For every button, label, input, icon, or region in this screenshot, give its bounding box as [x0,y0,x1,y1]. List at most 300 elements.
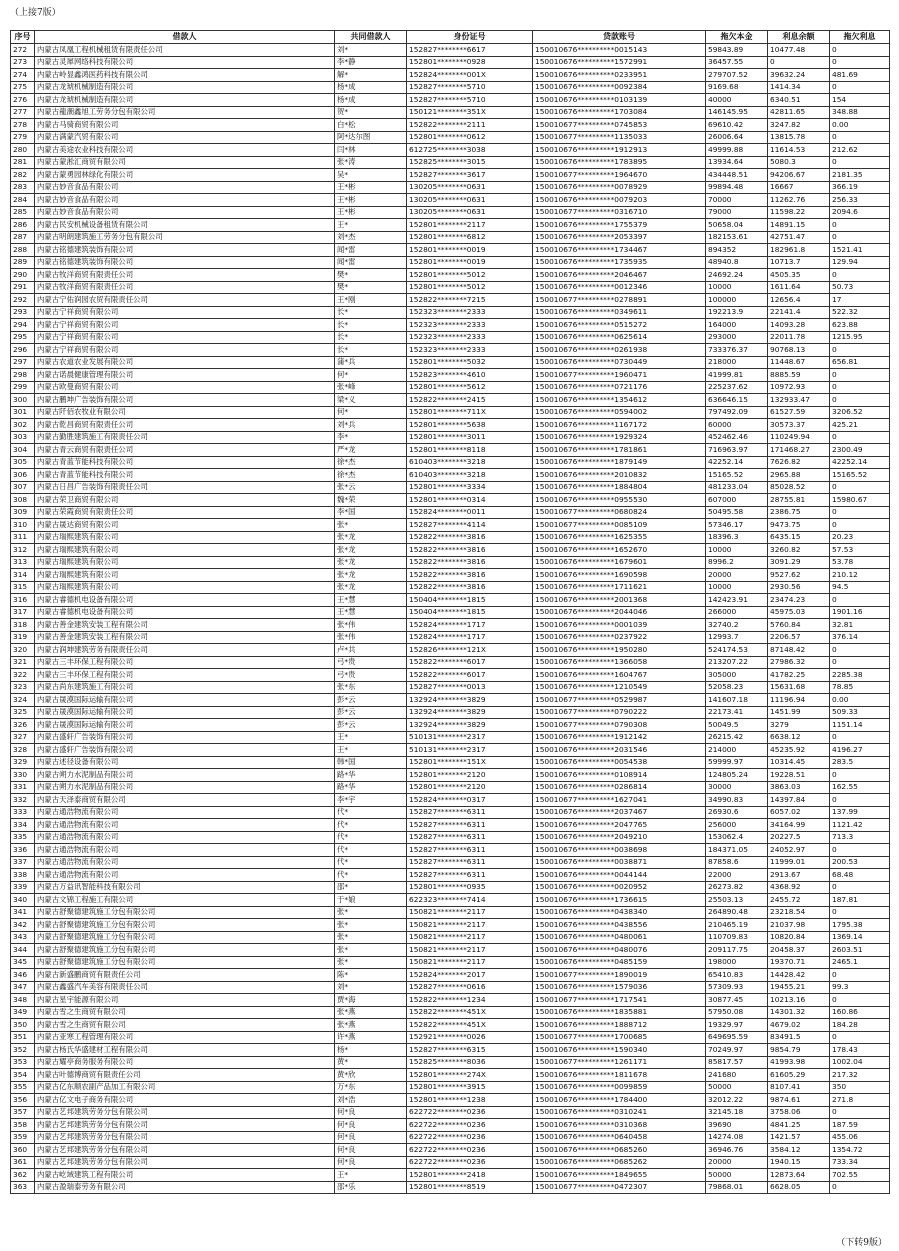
row-borrower: 内蒙古美途农业科技有限公司 [35,144,335,157]
row-borrower: 内蒙古晟漠国际运输有限公司 [35,719,335,732]
row-id-number: 152827********4114 [407,519,533,532]
row-id-number: 152801********5612 [407,381,533,394]
row-borrower: 内蒙古睿德机电设备有限公司 [35,606,335,619]
table-row [11,419,890,432]
row-overdue-interest: 1354.72 [830,1144,890,1157]
row-id-number: 152801********6812 [407,231,533,244]
row-interest-balance: 3247.82 [768,119,830,132]
row-principal: 99894.48 [706,181,768,194]
row-loan-account: 150010676**********0438340 [533,906,706,919]
row-index: 290 [11,269,35,282]
row-co-borrower: 卢*共 [335,644,407,657]
row-overdue-interest: 0 [830,794,890,807]
row-loan-account: 150010676**********0685262 [533,1156,706,1169]
row-index: 278 [11,119,35,132]
row-index: 285 [11,206,35,219]
row-loan-account: 150010676**********0349611 [533,306,706,319]
table-row [11,831,890,844]
row-principal: 24692.24 [706,269,768,282]
row-co-borrower: 李* [335,431,407,444]
row-index: 313 [11,556,35,569]
row-index: 287 [11,231,35,244]
row-interest-balance: 16667 [768,181,830,194]
table-row [11,581,890,594]
row-interest-balance: 19455.21 [768,981,830,994]
row-co-borrower: 彭*云 [335,719,407,732]
table-row [11,719,890,732]
row-interest-balance: 15631.68 [768,681,830,694]
row-loan-account: 150010676**********1912913 [533,144,706,157]
row-index: 340 [11,894,35,907]
row-overdue-interest: 42252.14 [830,456,890,469]
table-row [11,431,890,444]
row-loan-account: 150010676**********0310368 [533,1119,706,1132]
row-overdue-interest: 137.99 [830,806,890,819]
row-borrower: 内蒙古雪之生商贸有限公司 [35,1006,335,1019]
row-index: 349 [11,1006,35,1019]
row-overdue-interest: 15980.67 [830,494,890,507]
row-index: 339 [11,881,35,894]
row-interest-balance: 110249.94 [768,431,830,444]
row-borrower: 内蒙古舒聚德建筑施工分包有限公司 [35,931,335,944]
table-row [11,856,890,869]
row-index: 302 [11,419,35,432]
row-borrower: 内蒙古灵犀网络科技有限公司 [35,56,335,69]
row-principal: 266000 [706,606,768,619]
row-borrower: 内蒙古叶德博商贸有限责任公司 [35,1069,335,1082]
row-index: 325 [11,706,35,719]
row-borrower: 内蒙古星宇能源有限公司 [35,994,335,1007]
row-co-borrower: 许*燕 [335,1031,407,1044]
row-borrower: 内蒙古鹏坤广告装饰有限公司 [35,394,335,407]
row-principal: 10000 [706,544,768,557]
row-principal: 100000 [706,294,768,307]
row-overdue-interest: 0 [830,344,890,357]
row-principal: 184371.05 [706,844,768,857]
row-principal: 87858.6 [706,856,768,869]
row-co-borrower: 长* [335,331,407,344]
row-loan-account: 150010676**********0955530 [533,494,706,507]
row-principal: 210465.19 [706,919,768,932]
table-row [11,594,890,607]
row-co-borrower: 杨* [335,1044,407,1057]
row-overdue-interest: 0.00 [830,119,890,132]
row-id-number: 150821********2117 [407,919,533,932]
row-id-number: 130205********0631 [407,206,533,219]
table-row [11,481,890,494]
row-loan-account: 150010676**********0001039 [533,619,706,632]
row-borrower: 内蒙古朔力水泥制品有限公司 [35,769,335,782]
row-overdue-interest: 350 [830,1081,890,1094]
row-overdue-interest: 2465.1 [830,956,890,969]
row-id-number: 132924********3829 [407,706,533,719]
table-row [11,269,890,282]
row-co-borrower: 解* [335,69,407,82]
row-principal: 18396.3 [706,531,768,544]
row-co-borrower: 王*彬 [335,194,407,207]
row-overdue-interest: 3206.52 [830,406,890,419]
row-index: 355 [11,1081,35,1094]
row-overdue-interest: 1002.04 [830,1056,890,1069]
row-index: 307 [11,481,35,494]
row-co-borrower: 张*龙 [335,569,407,582]
row-interest-balance: 39632.24 [768,69,830,82]
row-borrower: 内蒙古荣卫商贸有限公司 [35,494,335,507]
row-interest-balance: 94206.67 [768,169,830,182]
row-borrower: 内蒙古通浩物流有限公司 [35,844,335,857]
row-interest-balance: 11614.53 [768,144,830,157]
row-principal: 70000 [706,194,768,207]
row-index: 275 [11,81,35,94]
table-row [11,219,890,232]
row-id-number: 152801********3915 [407,1081,533,1094]
row-loan-account: 150010676**********0485159 [533,956,706,969]
row-co-borrower: 吴* [335,169,407,182]
row-loan-account: 150010676**********0079203 [533,194,706,207]
row-loan-account: 150010676**********1590340 [533,1044,706,1057]
row-id-number: 152827********6311 [407,869,533,882]
row-co-borrower: 代* [335,869,407,882]
table-row [11,1069,890,1082]
row-principal: 26930.6 [706,806,768,819]
row-principal: 40000 [706,94,768,107]
row-interest-balance: 19228.51 [768,769,830,782]
table-row [11,356,890,369]
row-borrower: 内蒙古瑞熙建筑有限公司 [35,556,335,569]
row-borrower: 内蒙古蒙淞汇商贸有限公司 [35,156,335,169]
row-borrower: 内蒙古亿文电子商务有限公司 [35,1094,335,1107]
row-overdue-interest: 376.14 [830,631,890,644]
row-interest-balance: 6340.51 [768,94,830,107]
table-row [11,569,890,582]
row-id-number: 150404********1815 [407,594,533,607]
row-overdue-interest: 0 [830,481,890,494]
row-borrower: 内蒙古农道农业发展有限公司 [35,356,335,369]
column-header-overdue-interest: 拖欠利息 [830,31,890,44]
row-borrower: 内蒙古瑞熙建筑有限公司 [35,569,335,582]
row-borrower: 内蒙古艺邦建筑劳务分包有限公司 [35,1119,335,1132]
row-principal: 52058.23 [706,681,768,694]
row-interest-balance: 1451.99 [768,706,830,719]
table-row [11,181,890,194]
row-overdue-interest: 178.43 [830,1044,890,1057]
row-interest-balance: 10477.48 [768,44,830,57]
table-row [11,194,890,207]
row-interest-balance: 61605.29 [768,1069,830,1082]
row-loan-account: 150010676**********0261938 [533,344,706,357]
table-row [11,931,890,944]
row-principal: 50495.58 [706,506,768,519]
row-index: 286 [11,219,35,232]
row-co-borrower: 张* [335,906,407,919]
row-id-number: 152822********6017 [407,656,533,669]
table-header-row [11,31,890,44]
row-id-number: 152801********2117 [407,219,533,232]
row-overdue-interest: 0 [830,844,890,857]
row-overdue-interest: 20.23 [830,531,890,544]
row-co-borrower: 贺* [335,106,407,119]
row-interest-balance: 87148.42 [768,644,830,657]
row-loan-account: 150010676**********0054538 [533,756,706,769]
row-loan-account: 150010676**********0625614 [533,331,706,344]
row-loan-account: 150010676**********1572991 [533,56,706,69]
row-principal: 279707.52 [706,69,768,82]
row-interest-balance: 90768.13 [768,344,830,357]
row-loan-account: 150010677**********0680824 [533,506,706,519]
row-principal: 30877.45 [706,994,768,1007]
row-loan-account: 150010677**********0472307 [533,1181,706,1194]
row-overdue-interest: 522.32 [830,306,890,319]
row-loan-account: 150010676**********2049210 [533,831,706,844]
row-interest-balance: 13815.78 [768,131,830,144]
row-principal: 141607.18 [706,694,768,707]
row-co-borrower: 王* [335,1169,407,1182]
row-co-borrower: 何*良 [335,1144,407,1157]
row-index: 308 [11,494,35,507]
row-index: 322 [11,669,35,682]
row-loan-account: 150010677**********0790222 [533,706,706,719]
row-principal: 42252.14 [706,456,768,469]
row-overdue-interest: 217.32 [830,1069,890,1082]
row-co-borrower: 张*龙 [335,556,407,569]
row-co-borrower: 长* [335,344,407,357]
row-borrower: 内蒙古瑞熙建筑有限公司 [35,544,335,557]
row-principal: 293000 [706,331,768,344]
table-row [11,756,890,769]
row-id-number: 152827********6311 [407,844,533,857]
row-id-number: 622722********0236 [407,1106,533,1119]
row-index: 301 [11,406,35,419]
row-borrower: 内蒙古荣霞商贸有限责任公司 [35,506,335,519]
row-principal: 15165.52 [706,469,768,482]
row-overdue-interest: 57.53 [830,544,890,557]
row-principal: 209117.75 [706,944,768,957]
table-row [11,706,890,719]
row-principal: 434448.51 [706,169,768,182]
row-id-number: 152801********0019 [407,244,533,257]
row-borrower: 内蒙古民安机械设备租赁有限公司 [35,219,335,232]
table-row [11,144,890,157]
table-row [11,669,890,682]
row-id-number: 152801********5638 [407,419,533,432]
row-interest-balance: 11999.01 [768,856,830,869]
table-row [11,106,890,119]
row-index: 277 [11,106,35,119]
row-overdue-interest: 348.88 [830,106,890,119]
row-loan-account: 150010676**********1167172 [533,419,706,432]
row-loan-account: 150010676**********1784400 [533,1094,706,1107]
row-principal: 218000 [706,356,768,369]
row-loan-account: 150010677**********0316710 [533,206,706,219]
row-co-borrower: 杨*成 [335,81,407,94]
row-overdue-interest: 0 [830,394,890,407]
row-principal: 20000 [706,1156,768,1169]
row-co-borrower: 代* [335,831,407,844]
row-principal: 607000 [706,494,768,507]
row-loan-account: 150010677**********0790308 [533,719,706,732]
row-id-number: 152822********3816 [407,544,533,557]
row-index: 352 [11,1044,35,1057]
row-id-number: 152801********0928 [407,56,533,69]
row-index: 279 [11,131,35,144]
row-co-borrower: 邵*乐 [335,1181,407,1194]
row-index: 297 [11,356,35,369]
row-interest-balance: 132933.47 [768,394,830,407]
row-co-borrower: 张* [335,919,407,932]
row-interest-balance: 171468.27 [768,444,830,457]
row-index: 311 [11,531,35,544]
row-index: 293 [11,306,35,319]
row-loan-account: 150010676**********0438556 [533,919,706,932]
row-loan-account: 150010676**********2046467 [533,269,706,282]
row-id-number: 152827********6311 [407,831,533,844]
row-overdue-interest: 50.73 [830,281,890,294]
row-index: 335 [11,831,35,844]
row-id-number: 150821********2117 [407,931,533,944]
row-interest-balance: 4841.25 [768,1119,830,1132]
row-principal: 8996.2 [706,556,768,569]
table-row [11,956,890,969]
row-index: 350 [11,1019,35,1032]
row-index: 305 [11,456,35,469]
row-index: 317 [11,606,35,619]
row-borrower: 内蒙古耀亭商务服务有限公司 [35,1056,335,1069]
row-principal: 30000 [706,781,768,794]
row-co-borrower: 张*峰 [335,381,407,394]
column-header-co-borrower: 共同借款人 [335,31,407,44]
row-interest-balance: 11196.94 [768,694,830,707]
row-interest-balance: 9874.61 [768,1094,830,1107]
row-index: 344 [11,944,35,957]
row-overdue-interest: 733.34 [830,1156,890,1169]
row-interest-balance: 9527.62 [768,569,830,582]
row-principal: 36946.76 [706,1144,768,1157]
row-index: 360 [11,1144,35,1157]
row-borrower: 内蒙古岭显鑫鸿医药科技有限公司 [35,69,335,82]
row-co-borrower: 魏*荣 [335,494,407,507]
row-id-number: 152801********5012 [407,269,533,282]
table-row [11,469,890,482]
row-loan-account: 150010677**********1890019 [533,969,706,982]
row-co-borrower: 闫*林 [335,144,407,157]
row-loan-account: 150010676**********2044046 [533,606,706,619]
row-overdue-interest: 0 [830,156,890,169]
table-row [11,944,890,957]
row-co-borrower: 王* [335,731,407,744]
row-loan-account: 150010677**********1700685 [533,1031,706,1044]
row-index: 316 [11,594,35,607]
row-principal: 32012.22 [706,1094,768,1107]
row-loan-account: 150010677**********0529987 [533,694,706,707]
row-principal: 225237.62 [706,381,768,394]
row-index: 292 [11,294,35,307]
row-loan-account: 150010676**********2047765 [533,819,706,832]
row-overdue-interest: 0 [830,994,890,1007]
row-loan-account: 150010676**********2010832 [533,469,706,482]
row-id-number: 152801********2120 [407,781,533,794]
row-principal: 198000 [706,956,768,969]
row-borrower: 内蒙古通浩物流有限公司 [35,869,335,882]
row-overdue-interest: 623.88 [830,319,890,332]
row-loan-account: 150010676**********2037467 [533,806,706,819]
table-row [11,294,890,307]
row-interest-balance: 20458.37 [768,944,830,957]
row-index: 288 [11,244,35,257]
row-overdue-interest: 0 [830,731,890,744]
row-borrower: 内蒙古通浩物流有限公司 [35,831,335,844]
row-principal: 26006.64 [706,131,768,144]
row-interest-balance: 12873.64 [768,1169,830,1182]
row-borrower: 内蒙古宁祥商贸有限公司 [35,331,335,344]
table-row [11,444,890,457]
row-loan-account: 150010676**********1835881 [533,1006,706,1019]
row-interest-balance: 21037.98 [768,919,830,932]
row-principal: 39690 [706,1119,768,1132]
row-interest-balance: 83491.5 [768,1031,830,1044]
row-id-number: 150121********351X [407,106,533,119]
table-row [11,619,890,632]
row-overdue-interest: 1521.41 [830,244,890,257]
column-header-borrower: 借款人 [35,31,335,44]
row-borrower: 内蒙古盛轩广告装饰有限公司 [35,744,335,757]
row-loan-account: 150010676**********1912142 [533,731,706,744]
row-principal: 50049.5 [706,719,768,732]
row-co-borrower: 张*伟 [335,631,407,644]
row-principal: 636646.15 [706,394,768,407]
row-overdue-interest: 271.8 [830,1094,890,1107]
row-co-borrower: 王*彬 [335,181,407,194]
row-borrower: 内蒙古乾昌商贸有限责任公司 [35,419,335,432]
row-co-borrower: 邵* [335,881,407,894]
table-row [11,731,890,744]
row-loan-account: 150010676**********0103139 [533,94,706,107]
row-id-number: 152827********3617 [407,169,533,182]
table-row [11,231,890,244]
row-id-number: 152801********8519 [407,1181,533,1194]
table-row [11,56,890,69]
row-interest-balance: 20227.5 [768,831,830,844]
row-index: 356 [11,1094,35,1107]
row-index: 274 [11,69,35,82]
row-overdue-interest: 187.59 [830,1119,890,1132]
row-id-number: 150404********1815 [407,606,533,619]
row-borrower: 内蒙古宁祥商贸有限公司 [35,344,335,357]
row-co-borrower: 张*伟 [335,619,407,632]
row-overdue-interest: 0 [830,1106,890,1119]
row-id-number: 152801********8118 [407,444,533,457]
row-co-borrower: 万*东 [335,1081,407,1094]
row-id-number: 152822********3816 [407,531,533,544]
row-overdue-interest: 713.3 [830,831,890,844]
table-row [11,919,890,932]
row-borrower: 内蒙古青云商贸有限责任公司 [35,444,335,457]
table-row [11,394,890,407]
row-borrower: 内蒙古亚寒工程管理有限公司 [35,1031,335,1044]
column-header-principal: 拖欠本金 [706,31,768,44]
row-loan-account: 150010677**********0278891 [533,294,706,307]
row-co-borrower: 长* [335,319,407,332]
row-borrower: 内蒙古凤凰工程机械租赁有限责任公司 [35,44,335,57]
row-co-borrower: 何*良 [335,1156,407,1169]
row-co-borrower: 代* [335,806,407,819]
row-id-number: 622323********7414 [407,894,533,907]
row-id-number: 152801********0612 [407,131,533,144]
table-row [11,781,890,794]
row-overdue-interest: 212.62 [830,144,890,157]
row-id-number: 510131********2317 [407,731,533,744]
row-interest-balance: 23474.23 [768,594,830,607]
row-borrower: 内蒙古舒聚德建筑施工分包有限公司 [35,906,335,919]
